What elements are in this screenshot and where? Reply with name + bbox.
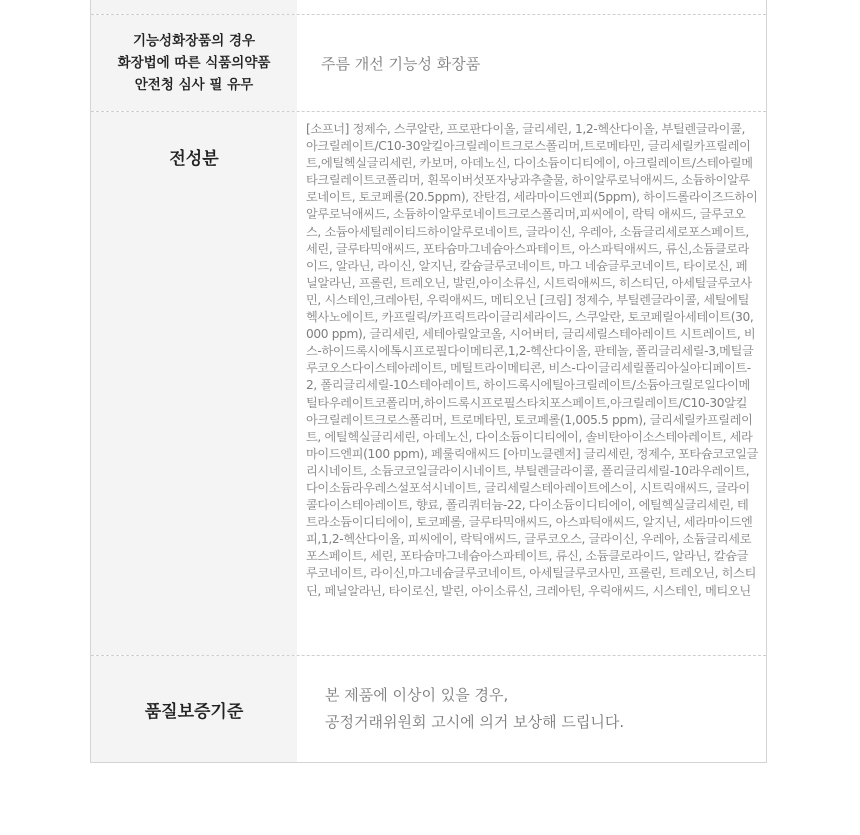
- functional-cosmetic-value: [297, 15, 766, 111]
- label-line: 안전청 심사 필 유무: [134, 77, 254, 93]
- ingredients-label: 전성분: [91, 112, 297, 655]
- table-row-top-partial: [91, 0, 766, 14]
- table-row-ingredients: [91, 112, 766, 655]
- table-row-functional-cosmetic: [91, 15, 766, 111]
- quality-standard-value: [297, 656, 766, 762]
- table-row-quality-standard: [91, 656, 766, 762]
- quality-standard-label: 품질보증기준: [91, 656, 297, 762]
- row-label-cell: [91, 0, 297, 14]
- functional-cosmetic-text: 주름 개선 기능성 화장품: [321, 54, 481, 73]
- label-line: 기능성화장품의 경우: [132, 33, 256, 49]
- label-line: 화장법에 따른 식품의약품: [117, 55, 271, 71]
- quality-standard-line: 본 제품에 이상이 있을 경우,: [325, 686, 509, 704]
- quality-standard-line: 공정거래위원회 고시에 의거 보상해 드립니다.: [325, 713, 625, 731]
- product-info-table: [90, 0, 767, 763]
- ingredients-value: [소프너] 정제수, 스쿠알란, 프로판다이올, 글리세린, 1,2-헥산다이올, 부틸렌글라이콜, 아크릴레이트/C10-30알킬아크릴레이트크로스폴리머,트로메타민, 글리세릴카프릴레이트,에틸헥실글리세린, 카보머, 아데노신, 다이소듐이디티에이, 아크릴레이트/스테아릴메타크릴레이트코폴리머, 흰목이버섯포자낭과추출물, 하이알루로닉애씨드, 소듐하이알루로네이트, 토코페롤(20.5ppm), 잔탄검, 세라마이드엔피(5ppm), 하이드롤라이즈드하이알루로닉애씨드, 소듐하이알루로네이트크로스폴리머,피씨에이, 락틱 애씨드, 글루코오스, 소듐아세틸레이티드하이알루로네이트, 글라이신, 우레아, 소듐글리세로포스페이트, 세린, 글루타믹애씨드, 포타슘마그네슘아스파테이트, 아스파틱애씨드, 류신,소듐클로라이드, 알라닌, 라이신, 알지닌, 칼슘글루코네이트, 마그 네슘글루코네이트, 타이로신, 페닐알라닌, 프롤린, 트레오닌, 발린,아이소류신, 시트릭애씨드, 히스티딘, 아세틸글루코사민, 시스테인,크레아틴, 우릭애씨드, 메티오닌 [크림] 정제수, 부틸렌글라이콜, 세틸에틸헥사노에이트, 카프릴릭/카프릭트라이글리세라이드, 스쿠알란, 토코페릴아세테이트(30,000 ppm), 글리세린, 세테아릴알코올, 시어버터, 글리세릴스테아레이트 시트레이트, 비스-하이드록시에톡시프로필다이메티콘,1,2-헥산다이올, 판테놀, 폴리글리세릴-3,메틸글루코오스다이스테아레이트, 메틸트라이메티콘, 비스-다이글리세릴폴리아실아디페이트-2, 폴리글리세릴-10스테아레이트, 하이드록시에틸아크릴레이트/소듐아크릴로일다이메틸타우레이트코폴리머,하이드록시프로필스타치포스페이트,아크릴레이트/C10-30알킬아크릴레이트크로스폴리머, 트로메타민, 토코페롤(1,005.5 ppm), 글리세릴카프릴레이트, 에틸헥실글리세린, 아데노신, 다이소듐이디티에이, 솔비탄아이소스테아레이트, 세라마이드엔피(100 ppm), 페룰릭애씨드 [아미노클렌저] 글리세린, 정제수, 포타슘코코일글리시네이트, 소듐코코일글라이시네이트, 부틸렌글라이콜, 폴리글리세릴-10라우레이트, 다이소듐라우레스설포석시네이트, 글리세릴스테아레이트에스이, 시트릭애씨드, 글라이콜다이스테아레이트, 향료, 폴리쿼터늄-22, 다이소듐이디티에이, 에틸헥실글리세린, 테트라소듐이디티에이, 토코페롤, 글루타믹애씨드, 아스파틱애씨드, 알지닌, 세라마이드엔피,1,2-헥산다이올, 피씨에이, 락틱애씨드, 글루코오스, 글라이신, 우레아, 소듐글리세로포스페이트, 세린, 포타슘마그네슘아스파테이트, 류신, 소듐클로라이드, 알라닌, 칼슘글루코네이트, 라이신,마그네슘글루코네이트, 아세틸글루코사민, 프롤린, 트레오닌, 히스티딘, 페닐알라닌, 타이로신, 발린, 아이소류신, 크레아틴, 우릭애씨드, 시스테인, 메티오닌: [306, 122, 758, 598]
- row-value-cell: [297, 0, 766, 14]
- functional-cosmetic-label: [91, 15, 297, 111]
